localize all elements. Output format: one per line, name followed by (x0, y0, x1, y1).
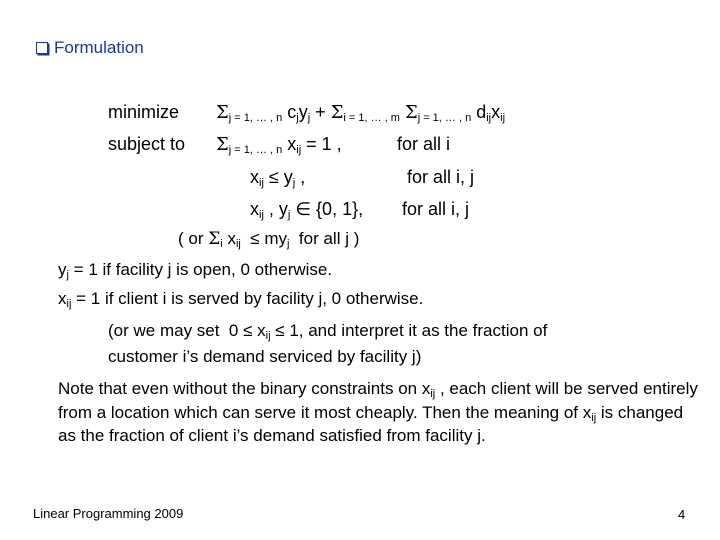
objective-expression: $\Sigma_{j = 1, \dots , n}$ $c_jy_j + \Sigma_{i = 1, \dots , m}$ $\Sigma_{j = 1, \dots , n}$ $d_{ij}x_{ij}$ (216, 102, 506, 124)
footer-course-title: Linear Programming 2009 (33, 506, 184, 521)
constraint3-condition: for all i, j (402, 199, 470, 219)
checkbox-bullet-icon (36, 42, 48, 54)
final-note: Note that even without the binary constraints on $x_{ij}$ , each client will be served entirely from a location which can serve it most cheaply. Then the meaning of $x_{ij}$ is changed as the fraction of client i’s demand satisfied from facility j. (58, 379, 698, 445)
relaxation-note-line1: (or we may set $0 \le x_{ij} \le 1$, and interpret it as the fraction of (108, 321, 548, 342)
slide-heading (36, 38, 144, 58)
alternative-constraint: ( or $\Sigma_i$ $x_{ij} \le my_j$ for all j ) (178, 229, 360, 250)
constraint-sum-equals-one: $\Sigma_{j = 1, \dots , n}$ $x_{ij} = 1$ , (216, 134, 342, 156)
constraint2-condition: for all i, j (407, 167, 475, 187)
heading-text: Formulation (54, 38, 144, 57)
definition-x: $x_{ij} = 1$ if client i is served by facility j, 0 otherwise. (58, 289, 424, 310)
constraint-label: subject to (108, 134, 186, 154)
relaxation-note-line2: customer i’s demand serviced by facility j) (108, 347, 422, 366)
page-number: 4 (678, 507, 686, 522)
objective-label: minimize (108, 102, 180, 122)
constraint-x-leq-y: $x_{ij} \le y_j$ , (250, 167, 306, 189)
constraint-binary: $x_{ij}$ , $y_j$ ∈ {0, 1}, (250, 199, 364, 221)
definition-y: $y_j = 1$ if facility j is open, 0 otherwise. (58, 260, 333, 281)
constraint1-condition: for all i (397, 134, 451, 154)
